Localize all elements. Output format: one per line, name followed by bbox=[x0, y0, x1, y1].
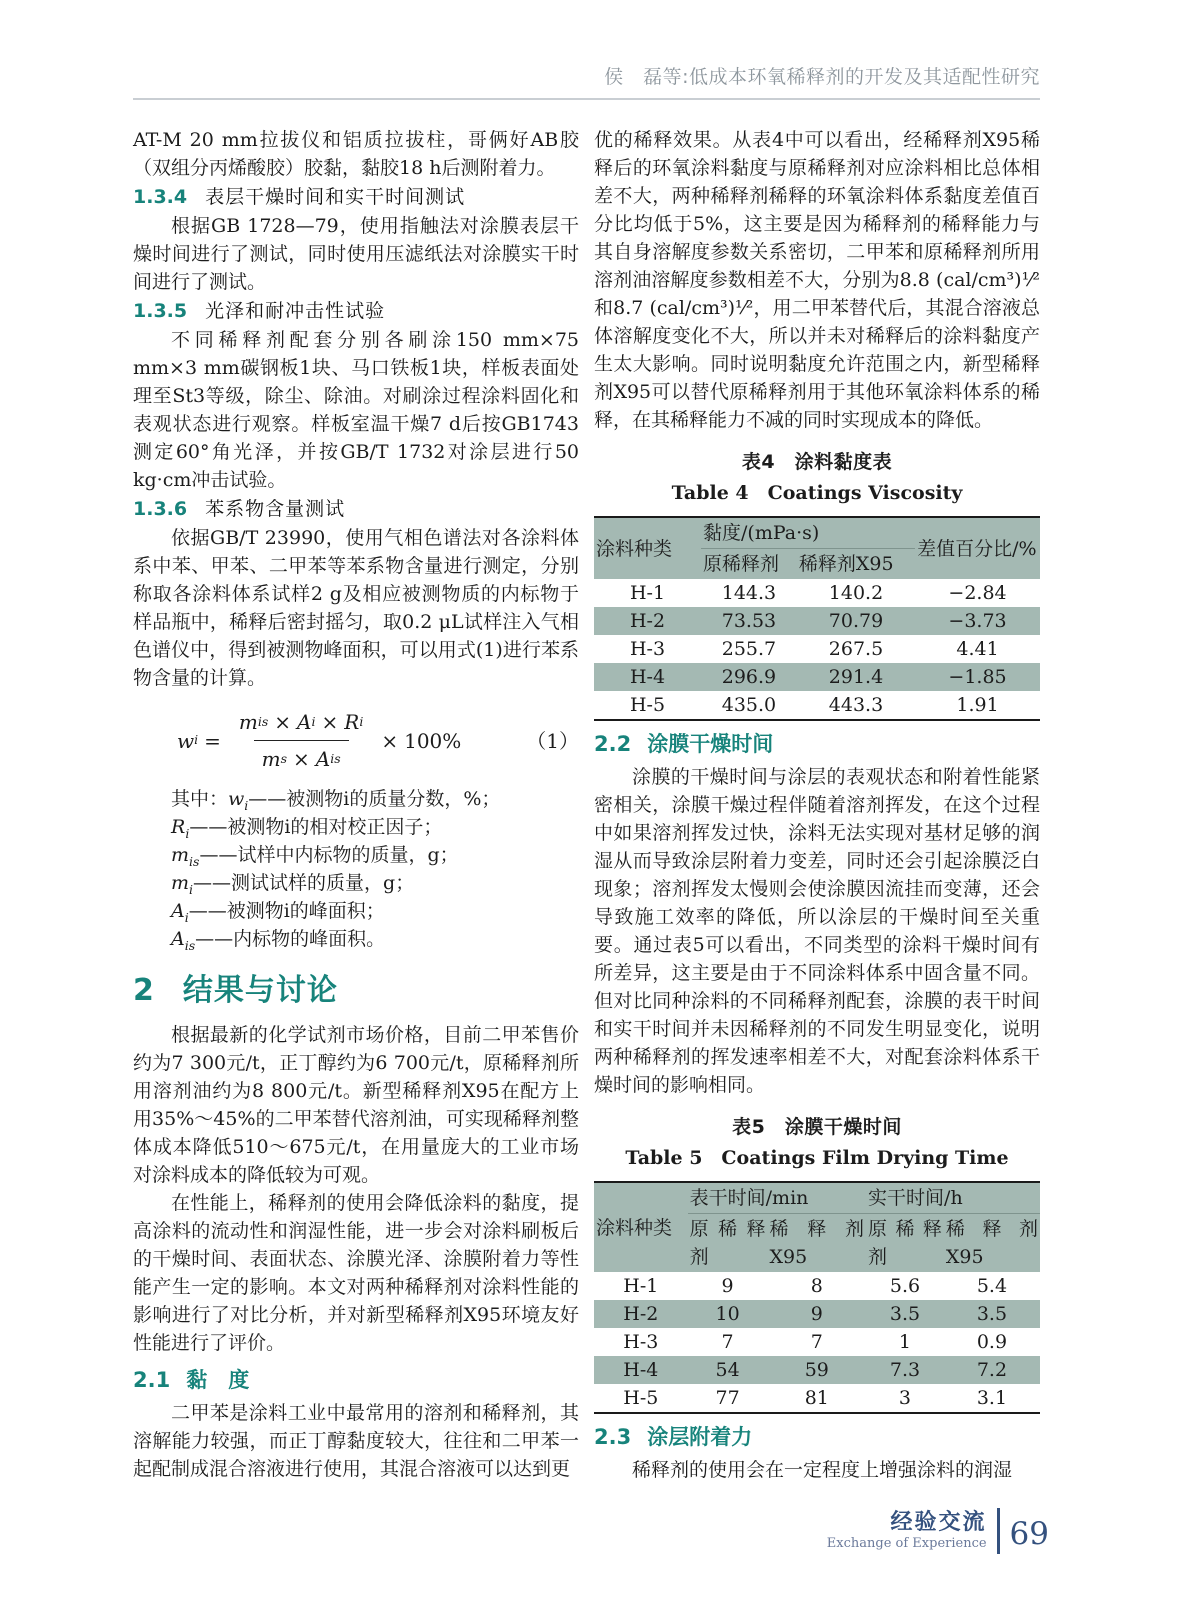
heading-number: 2.2 bbox=[594, 732, 632, 756]
cell: H-1 bbox=[623, 1275, 659, 1297]
table5 bbox=[594, 1181, 1040, 1414]
cell: 81 bbox=[804, 1387, 829, 1409]
paragraph-continuation: AT-M 20 mm拉拔仪和铝质拉拔柱，哥俩好AB胶（双组分丙烯酸胶）胶黏，黏胶18 h后测附着力。 bbox=[133, 129, 579, 179]
var-sub: i bbox=[189, 881, 194, 897]
table-row bbox=[594, 579, 1040, 607]
times-sign: × bbox=[321, 710, 339, 734]
heading-title: 黏 度 bbox=[186, 1368, 250, 1392]
cell: 3.5 bbox=[976, 1303, 1008, 1325]
cell: 5.6 bbox=[889, 1275, 921, 1297]
page-footer bbox=[827, 1508, 1049, 1554]
heading-title: 光泽和耐冲击性试验 bbox=[205, 300, 386, 322]
cell: −3.73 bbox=[948, 610, 1007, 632]
var: m bbox=[171, 872, 190, 894]
equation-lhs: w bbox=[177, 728, 195, 753]
col-subheader: 原稀释剂 bbox=[868, 1218, 942, 1268]
fraction bbox=[231, 708, 371, 773]
definition-lead: 其中： bbox=[171, 788, 229, 810]
cell: 267.5 bbox=[828, 638, 884, 660]
col-subheader: 原稀释剂 bbox=[689, 1218, 766, 1268]
equation-number: （1） bbox=[526, 728, 579, 753]
paragraph: 二甲苯是涂料工业中最常用的溶剂和稀释剂，其溶解能力较强，而正丁醇黏度较大，往往和二甲苯一起配制成混合溶液进行使用，其混合溶液可以达到更 bbox=[133, 1402, 579, 1480]
cell: 3.1 bbox=[976, 1387, 1008, 1409]
var-sub: is bbox=[257, 713, 269, 729]
cell: 9 bbox=[810, 1303, 823, 1325]
cell: −2.84 bbox=[948, 582, 1007, 604]
cell: 140.2 bbox=[828, 582, 884, 604]
cell: 7 bbox=[721, 1331, 734, 1353]
heading-1-3-6 bbox=[133, 495, 579, 523]
definition-line bbox=[133, 785, 579, 813]
cell: 255.7 bbox=[721, 638, 777, 660]
table4 bbox=[594, 516, 1040, 721]
cell: 144.3 bbox=[721, 582, 777, 604]
cell: 291.4 bbox=[828, 666, 884, 688]
definition-line bbox=[133, 869, 579, 897]
table-row bbox=[594, 1384, 1040, 1413]
heading-title: 表层干燥时间和实干时间测试 bbox=[205, 186, 466, 208]
cell: 10 bbox=[715, 1303, 740, 1325]
table-row bbox=[594, 1356, 1040, 1384]
col-group-header: 表干时间/min bbox=[688, 1182, 866, 1214]
col-subheader: 稀释剂X95 bbox=[769, 1218, 865, 1268]
heading-2-3-adhesion bbox=[594, 1424, 1040, 1450]
cell: 8 bbox=[810, 1275, 823, 1297]
col-subheader: 稀释剂X95 bbox=[945, 1218, 1038, 1268]
cell: 443.3 bbox=[828, 694, 884, 716]
definition-text: ——内标物的峰面积。 bbox=[195, 928, 386, 950]
var: R bbox=[344, 710, 360, 734]
footer-column-zh: 经验交流 bbox=[890, 1509, 987, 1535]
paragraph: 稀释剂的使用会在一定程度上增强涂料的润湿 bbox=[632, 1459, 1013, 1481]
page-content bbox=[133, 62, 1040, 1484]
cell: 1.91 bbox=[956, 694, 999, 716]
cell: 3 bbox=[898, 1387, 912, 1409]
table-row bbox=[594, 1272, 1040, 1300]
col-header: 涂料种类 bbox=[596, 537, 673, 560]
definition-line bbox=[133, 841, 579, 869]
cell: H-4 bbox=[629, 666, 666, 688]
running-head-title: 侯 磊等:低成本环氧稀释剂的开发及其适配性研究 bbox=[604, 66, 1040, 88]
cell: 9 bbox=[721, 1275, 734, 1297]
var-sub: i bbox=[359, 713, 364, 729]
cell: 59 bbox=[804, 1359, 829, 1381]
table-row bbox=[594, 691, 1040, 720]
var: A bbox=[297, 710, 312, 734]
var-sub: i bbox=[244, 797, 249, 813]
footer-divider-bar bbox=[997, 1508, 1000, 1554]
cell: H-4 bbox=[623, 1359, 659, 1381]
col-group-header: 实干时间/h bbox=[866, 1182, 1040, 1214]
running-head bbox=[133, 62, 1040, 89]
table-row bbox=[594, 1328, 1040, 1356]
heading-number: 2.3 bbox=[594, 1425, 632, 1449]
percent-term: 100% bbox=[404, 728, 462, 753]
paragraph: 不同稀释剂配套分别各刷涂150 mm×75 mm×3 mm碳钢板1块、马口铁板1块，样板表面处理至St3等级，除尘、除油。对刷涂过程涂料固化和表观状态进行观察。样板室温干燥7 d后按GB1743测定60°角光泽，并按GB/T 1732对涂层进行50 kg·cm冲击试验。 bbox=[133, 329, 579, 491]
paragraph: 依据GB/T 23990，使用气相色谱法对各涂料体系中苯、甲苯、二甲苯等苯系物含量进行测定，分别称取各涂料体系试样2 g及相应被测物质的内标物于样品瓶中，稀释后密封摇匀，取0.2 μL试样注入气相色谱仪中，得到被测物峰面积，可以用式(1)进行苯系物含量的计算。 bbox=[133, 527, 579, 689]
var-sub: s bbox=[280, 750, 287, 766]
table4-block bbox=[594, 448, 1040, 721]
col-header: 涂料种类 bbox=[596, 1216, 673, 1239]
col-subheader: 原稀释剂 bbox=[703, 553, 780, 575]
paragraph: 根据GB 1728—79，使用指触法对涂膜表层干燥时间进行了测试，同时使用压滤纸法对涂膜实干时间进行了测试。 bbox=[133, 215, 579, 293]
fraction-denominator bbox=[254, 740, 349, 773]
definition-line bbox=[133, 897, 579, 925]
var: m bbox=[171, 844, 190, 866]
cell: H-5 bbox=[623, 1387, 659, 1409]
cell: 4.41 bbox=[956, 638, 999, 660]
definition-text: ——被测物i的质量分数，%； bbox=[248, 788, 501, 810]
table5-block bbox=[594, 1113, 1040, 1414]
heading-title: 涂膜干燥时间 bbox=[647, 732, 774, 756]
cell: H-1 bbox=[629, 582, 666, 604]
cell: 7.2 bbox=[976, 1359, 1008, 1381]
heading-number: 2.1 bbox=[133, 1368, 171, 1392]
var: A bbox=[171, 900, 185, 922]
definition-text: ——试样中内标物的质量，g； bbox=[199, 844, 459, 866]
heading-number: 1.3.4 bbox=[133, 186, 188, 208]
cell: −1.85 bbox=[948, 666, 1007, 688]
footer-column-en: Exchange of Experience bbox=[826, 1535, 987, 1551]
paragraph-continuation: 优的稀释效果。从表4中可以看出，经稀释剂X95稀释后的环氧涂料黏度与原稀释剂对应涂料相比总体相差不大，两种稀释剂稀释的环氧涂料体系黏度差值百分比均低于5%，这主要是因为稀释剂的稀释能力与其自身溶解度参数关系密切，二甲苯和原稀释剂所用溶剂油溶解度参数相差不大，分别为8.8 (cal/cm³)¹⁄²和8.7 (cal/cm³)¹⁄²，用二甲苯替代后，其混合溶液总体溶解度变化不大，所以并未对稀释后的涂料黏度产生太大影响。同时说明黏度允许范围之内，新型稀释剂X95可以替代原稀释剂用于其他环氧涂料体系的稀释，在其稀释能力不减的同时实现成本的降低。 bbox=[594, 129, 1040, 431]
cell: H-3 bbox=[623, 1331, 659, 1353]
cell: H-5 bbox=[629, 694, 666, 716]
heading-number: 1.3.5 bbox=[133, 300, 188, 322]
cell: 435.0 bbox=[721, 694, 777, 716]
cell: 7.3 bbox=[889, 1359, 921, 1381]
table-row bbox=[594, 635, 1040, 663]
footer-column-label bbox=[827, 1511, 987, 1552]
paragraph: 涂膜的干燥时间与涂层的表观状态和附着性能紧密相关，涂膜干燥过程伴随着溶剂挥发，在这个过程中如果溶剂挥发过快，涂料无法实现对基材足够的润湿从而导致涂层附着力变差，同时还会引起涂膜泛白现象；溶剂挥发太慢则会使涂膜因流挂而变薄，还会导致施工效率的降低，所以涂层的干燥时间至关重要。通过表5可以看出，不同类型的涂料干燥时间有所差异，这主要是由于不同涂料体系中固含量不同。但对比同种涂料的不同稀释剂配套，涂膜的表干时间和实干时间并未因稀释剂的不同发生明显变化，说明两种稀释剂的挥发速率相差不大，对配套涂料体系干燥时间的影响相同。 bbox=[594, 766, 1040, 1096]
heading-title: 结果与讨论 bbox=[182, 973, 338, 1008]
table4-caption-zh: 表4 涂料黏度表 bbox=[741, 451, 893, 473]
cell: H-3 bbox=[629, 638, 666, 660]
table-row bbox=[594, 663, 1040, 691]
right-column bbox=[594, 126, 1040, 1484]
cell: 3.5 bbox=[889, 1303, 921, 1325]
header-rule bbox=[133, 98, 1040, 100]
var-sub: i bbox=[311, 713, 316, 729]
paragraph: 在性能上，稀释剂的使用会降低涂料的黏度，提高涂料的流动性和润湿性能，进一步会对涂料刷板后的干燥时间、表面状态、涂膜光泽、涂膜附着力等性能产生一定的影响。本文对两种稀释剂对涂料性能的影响进行了对比分析，并对新型稀释剂X95环境友好性能进行了评价。 bbox=[133, 1192, 579, 1354]
definition-text: ——被测物i的峰面积； bbox=[188, 900, 385, 922]
definition-text: ——被测物i的相对校正因子； bbox=[189, 816, 443, 838]
cell: 1 bbox=[898, 1331, 912, 1353]
table-row bbox=[594, 607, 1040, 635]
var: m bbox=[238, 710, 258, 734]
times-sign: × bbox=[292, 747, 310, 771]
var-sub: is bbox=[184, 937, 196, 953]
cell: 5.4 bbox=[976, 1275, 1008, 1297]
left-column bbox=[133, 126, 579, 1484]
table5-caption-zh: 表5 涂膜干燥时间 bbox=[732, 1116, 902, 1138]
page-number: 69 bbox=[1009, 1516, 1049, 1552]
heading-title: 涂层附着力 bbox=[647, 1425, 753, 1449]
col-header: 差值百分比/% bbox=[917, 537, 1037, 560]
equation-lhs-sub: i bbox=[194, 732, 199, 748]
var-sub: i bbox=[185, 825, 190, 841]
cell: 296.9 bbox=[721, 666, 777, 688]
var: R bbox=[171, 816, 186, 838]
var-sub: is bbox=[189, 853, 200, 869]
equation-body bbox=[177, 708, 526, 773]
cell: 70.79 bbox=[828, 610, 884, 632]
definition-line bbox=[133, 925, 579, 953]
heading-1-3-5 bbox=[133, 297, 579, 325]
paragraph: 根据最新的化学试剂市场价格，目前二甲苯售价约为7 300元/t，正丁醇约为6 700元/t，原稀释剂所用溶剂油约为8 800元/t。新型稀释剂X95在配方上用35%～45%的二甲苯替代溶剂油，可实现稀释剂整体成本降低510～675元/t，在用量庞大的工业市场对涂料成本的降低较为可观。 bbox=[133, 1024, 579, 1186]
table5-header bbox=[594, 1182, 1040, 1272]
heading-1-3-4 bbox=[133, 183, 579, 211]
var: m bbox=[261, 747, 281, 771]
times-sign: × bbox=[274, 710, 292, 734]
var-sub: i bbox=[184, 909, 189, 925]
var: w bbox=[228, 788, 245, 810]
heading-2-results bbox=[133, 973, 579, 1009]
table4-header bbox=[594, 517, 1040, 579]
cell: H-2 bbox=[623, 1303, 659, 1325]
heading-title: 苯系物含量测试 bbox=[205, 498, 346, 520]
definition-text: ——测试试样的质量，g； bbox=[193, 872, 415, 894]
heading-2-1-viscosity bbox=[133, 1367, 579, 1393]
col-group-header: 黏度/(mPa·s) bbox=[701, 517, 915, 549]
cell: 54 bbox=[715, 1359, 740, 1381]
cell: H-2 bbox=[629, 610, 666, 632]
heading-2-2-drying-time bbox=[594, 731, 1040, 757]
cell: 77 bbox=[715, 1387, 740, 1409]
equation-1 bbox=[133, 708, 579, 773]
two-column-layout bbox=[133, 126, 1040, 1484]
table-row bbox=[594, 1300, 1040, 1328]
var: A bbox=[315, 747, 331, 771]
definition-line bbox=[133, 813, 579, 841]
heading-number: 2 bbox=[133, 973, 155, 1008]
cell: 0.9 bbox=[976, 1331, 1008, 1353]
var-sub: is bbox=[330, 750, 341, 766]
cell: 7 bbox=[810, 1331, 823, 1353]
table5-caption-en: Table 5 Coatings Film Drying Time bbox=[625, 1147, 1009, 1169]
table4-caption-en: Table 4 Coatings Viscosity bbox=[671, 482, 963, 504]
col-subheader: 稀释剂X95 bbox=[798, 553, 894, 575]
equals-sign: = bbox=[204, 728, 221, 753]
cell: 73.53 bbox=[721, 610, 777, 632]
heading-number: 1.3.6 bbox=[133, 498, 188, 520]
var: A bbox=[171, 928, 185, 950]
fraction-numerator bbox=[231, 708, 371, 740]
times-sign: × bbox=[381, 728, 399, 753]
